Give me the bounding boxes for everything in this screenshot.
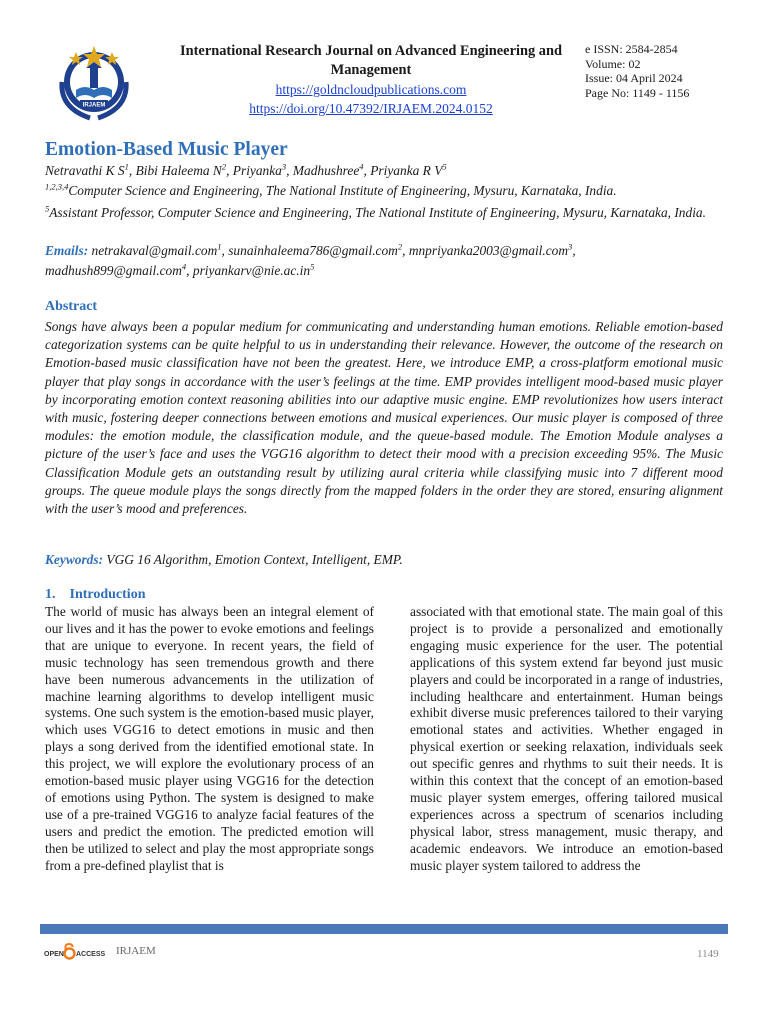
meta-volume: Volume: 02 xyxy=(585,56,641,71)
email-address[interactable]: madhush899@gmail.com xyxy=(45,262,182,278)
abstract-body: Songs have always been a popular medium for communicating and understanding human emotions. Reliable emotion-based categorization systems can be quite helpful to us in understanding their relevance. However, the outcome of the research on Emotion-based music classification have not been the greatest. Here, we introduce EMP, a cross-platform emotional music player that play songs in accordance with the user’s feelings at the time. EMP provides intelligent mood-based music player by incorporating emotion context reasoning abilities into our adaptive music engine. EMP revolutionizes how users interact with music, fostering deeper connections between emotions and musical experiences. Our music player is composed of three modules: the emotion module, the classification module, and the queue-based module. The Emotion Module analyses a picture of the user’s face and uses the VGG16 algorithm to detect their mood with a precision exceeding 95%. The Music Classification Module gets an outstanding result by utilizing aural criteria while classifying music into 7 different mood groups. The queue module plays the songs directly from the mapped folders in the order they are stored, ensuring alignment with the user’s mood and preferences. xyxy=(45,319,723,517)
emails-label: Emails: xyxy=(45,243,89,258)
journal-meta xyxy=(585,42,689,100)
email-sup: 3 xyxy=(568,241,573,252)
abstract-heading: Abstract xyxy=(45,299,98,314)
journal-doi-link[interactable]: https://doi.org/10.47392/IRJAEM.2024.0152 xyxy=(249,101,493,116)
svg-text:ACCESS: ACCESS xyxy=(76,951,106,958)
keywords-text: VGG 16 Algorithm, Emotion Context, Intelligent, EMP. xyxy=(106,552,403,567)
meta-pages: Page No: 1149 - 1156 xyxy=(585,85,690,100)
email-list xyxy=(45,241,723,280)
logo-text: IRJAEM xyxy=(82,102,106,109)
open-access-icon xyxy=(44,943,106,961)
footer-rule xyxy=(40,924,728,934)
footer-journal: IRJAEM xyxy=(116,945,156,957)
affiliation-1 xyxy=(45,183,617,199)
affiliation-1-text: Computer Science and Engineering, The National Institute of Engineering, Mysuru, Karnataka, India. xyxy=(68,183,617,198)
journal-logo xyxy=(52,38,136,122)
author-sup: 1 xyxy=(124,161,129,172)
author-list: Netravathi K $S^1$, Bibi Haleema $N^2$, Priyanka$^3$, Madhushree$^4$, Priyanka R $V^5$ xyxy=(45,161,447,178)
email-sup: 2 xyxy=(397,241,403,252)
meta-issn: e ISSN: 2584-2854 xyxy=(585,42,678,56)
intro-left-column: The world of music has always been an integral element of our lives and it has the power to evoke emotions and feelings that are unique to everyone. In recent years, the field of music technology has seen tremendous growth and there have been numerous advancements in the utilization of machine learning algorithms to develop intelligent music systems. One such system is the emotion-based music player, which uses VGG16 to detect emotions in music and then plays a song derived from the identified emotional state. In this project, we will explore the evolutionary process of an emotion-based music player using VGG16 for the detection of emotions using Python. The system is designed to make use of a pre-trained VGG16 to analyze facial features of the users and predict the emotion. The predicted emotion will then be utilized to select and play the most appropriate songs from a pre-defined playlist that is xyxy=(45,604,374,873)
email-sup: 1 xyxy=(217,241,222,252)
author-name: Bibi Haleema N xyxy=(135,163,222,178)
email-sup: 4 xyxy=(181,261,187,272)
keywords xyxy=(45,552,403,568)
email-address[interactable]: priyankarv@nie.ac.in xyxy=(192,262,311,278)
email-items: netrakaval@gmail.com$^1$, sunainhaleema786@gmail.com$^2$, mnpriyanka2003@gmail.com$^3$, madhush899@gmail.com$^4$, $priyankarv@nie.ac.in^5$ xyxy=(45,241,576,278)
svg-text:OPEN: OPEN xyxy=(44,951,64,958)
journal-url-link[interactable]: https://goldncloudpublications.com xyxy=(275,82,467,97)
author-name: Madhushree xyxy=(292,163,360,178)
affiliation-2 xyxy=(45,203,723,222)
affiliation-2-sup: 5 xyxy=(45,203,50,214)
intro-right-column: associated with that emotional state. The main goal of this project is to provide a personalized and emotionally engaging music experience for the user. The potential applications of this system extend far beyond just music players and could be incorporated in a range of industries, including healthcare and entertainment. Human beings exhibit diverse music preferences tailored to their varying emotional states and activities. Whether engaged in physical exertion or seeking relaxation, individuals seek out specific genres and rhythms to suit their needs. It is within this context that the concept of an emotion-based music player system emerges, offering tailored musical experiences across a spectrum of scenarios including physical labor, stress management, music therapy, and academic endeavors. We introduce an emotion-based music player system tailored to address the xyxy=(410,604,723,873)
journal-title: International Research Journal on Advanced Engineering and Management xyxy=(180,43,562,78)
author-sup: 4 xyxy=(359,161,364,172)
meta-issue: Issue: 04 April 2024 xyxy=(585,71,683,86)
email-address[interactable]: mnpriyanka2003@gmail.com xyxy=(408,243,569,258)
affiliation-2-text: Assistant Professor, Computer Science and Engineering, The National Institute of Engineering, Mysuru, Karnataka, India. xyxy=(49,205,706,220)
author-name: Netravathi K S xyxy=(45,163,125,178)
author-name: Priyanka xyxy=(232,163,282,178)
footer-page-number: 1149 xyxy=(697,948,719,960)
email-address[interactable]: sunainhaleema786@gmail.com xyxy=(228,243,398,258)
email-address[interactable]: netrakaval@gmail.com xyxy=(91,243,218,258)
section-heading-introduction: 1. Introduction xyxy=(45,587,146,602)
author-sup: 3 xyxy=(281,161,287,172)
author-sup: 2 xyxy=(221,161,227,172)
author-sup: 5 xyxy=(442,161,447,172)
author-name: Priyanka R V xyxy=(370,163,443,178)
paper-title: Emotion-Based Music Player xyxy=(45,139,288,160)
keywords-label: Keywords: xyxy=(45,552,104,567)
email-sup: 5 xyxy=(310,261,315,272)
affiliation-1-sup: 1,2,3,4 xyxy=(45,181,69,192)
